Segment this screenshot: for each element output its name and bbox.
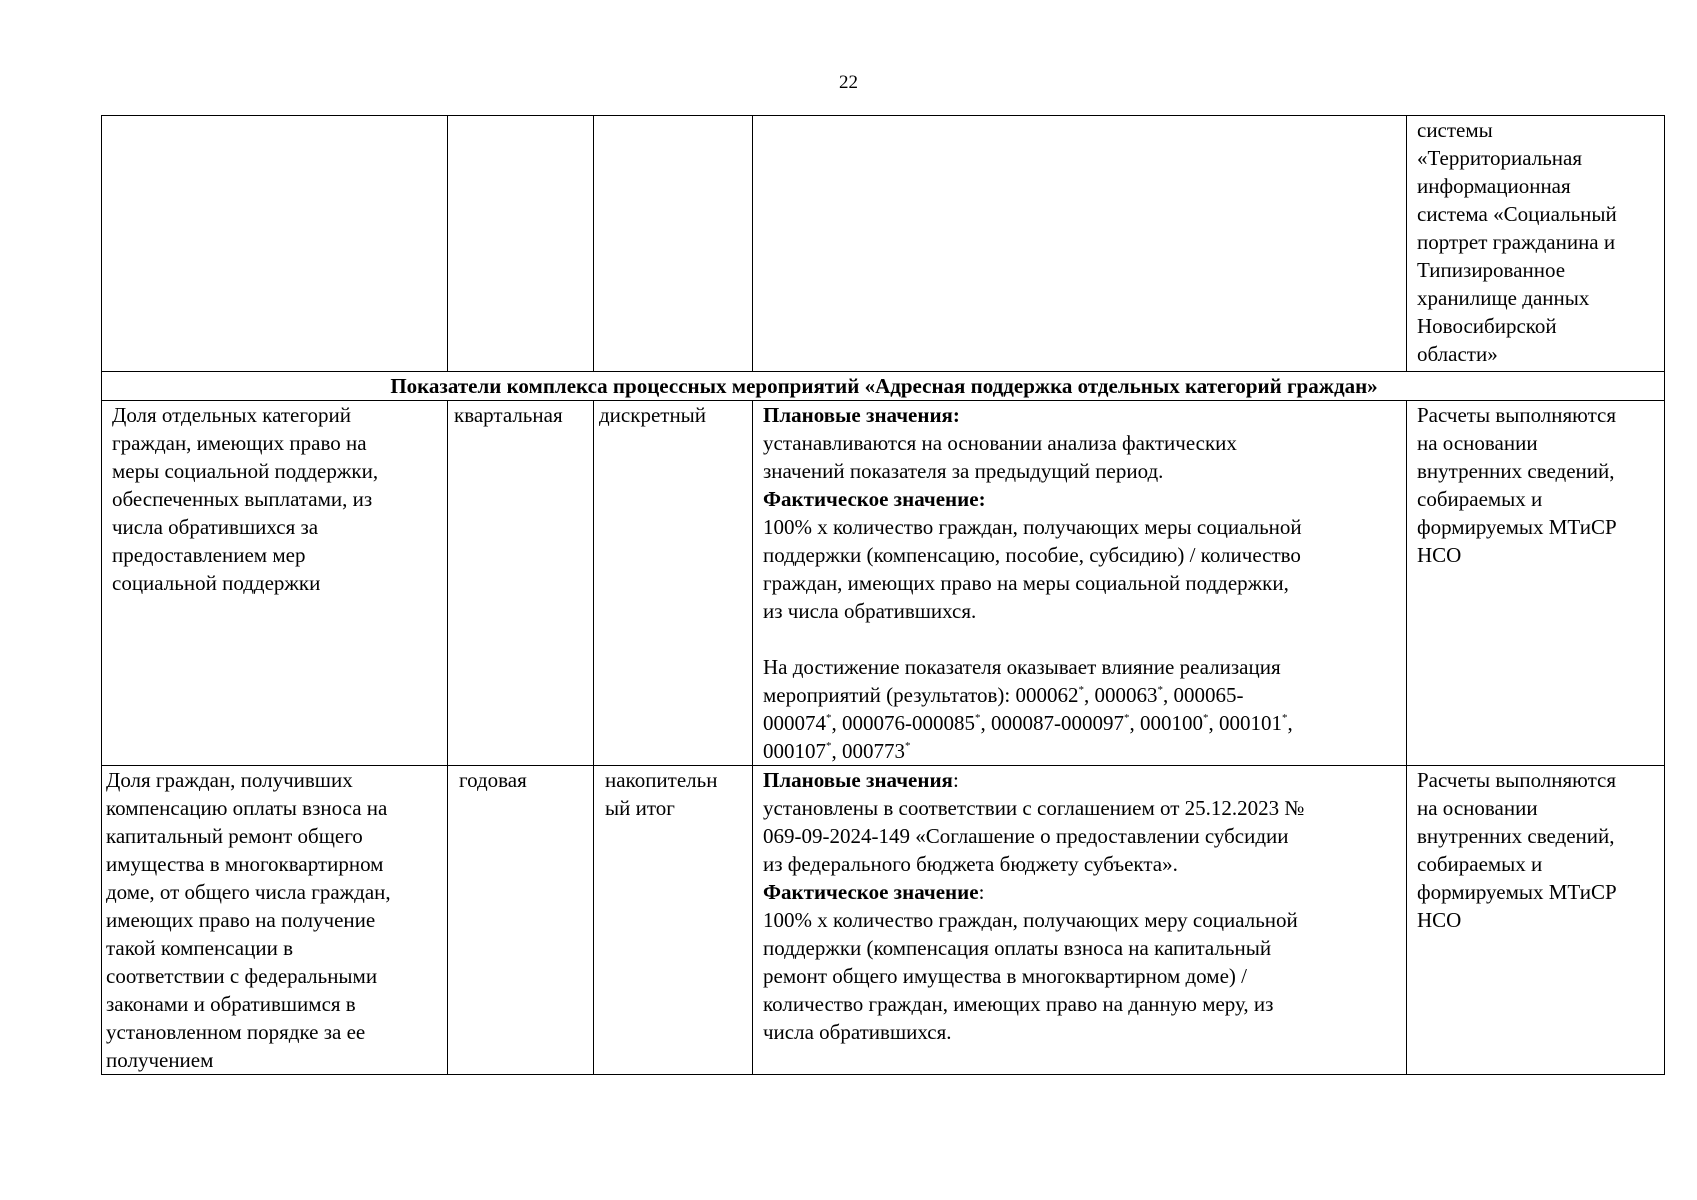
influence-line bbox=[763, 737, 1398, 765]
separator: , bbox=[1084, 683, 1095, 707]
source-line: НСО bbox=[1417, 908, 1462, 932]
name-line: доме, от общего числа граждан, bbox=[106, 880, 391, 904]
separator: , bbox=[1208, 711, 1219, 735]
fact-line: 100% х количество граждан, получающих меры социальной bbox=[763, 515, 1302, 539]
source-line: собираемых и bbox=[1417, 487, 1543, 511]
source-line: внутренних сведений, bbox=[1417, 459, 1615, 483]
source-line: информационная bbox=[1417, 174, 1571, 198]
source-line: портрет гражданина и bbox=[1417, 230, 1616, 254]
name-line: граждан, имеющих право на bbox=[112, 431, 367, 455]
plan-line: установлены в соответствии с соглашением от 25.12.2023 № bbox=[763, 796, 1305, 820]
name-line: Доля отдельных категорий bbox=[112, 403, 351, 427]
source-line: формируемых МТиСР bbox=[1417, 880, 1617, 904]
type-cell bbox=[594, 401, 753, 766]
fact-colon: : bbox=[978, 880, 985, 904]
source-cell bbox=[1407, 116, 1665, 372]
source-line: Типизированное bbox=[1417, 258, 1566, 282]
separator: , bbox=[831, 739, 842, 763]
source-line: хранилище данных bbox=[1417, 286, 1590, 310]
fact-line: поддержки (компенсацию, пособие, субсидию) / количество bbox=[763, 543, 1301, 567]
periodicity-value: годовая bbox=[459, 768, 527, 792]
name-line: капитальный ремонт общего bbox=[106, 824, 363, 848]
separator: , 000065- bbox=[1163, 683, 1244, 707]
source-line: собираемых и bbox=[1417, 852, 1543, 876]
method-cell bbox=[753, 401, 1407, 766]
name-line: имущества в многоквартирном bbox=[106, 852, 384, 876]
footnote-mark: * bbox=[1203, 712, 1209, 724]
table-row bbox=[102, 401, 1665, 766]
footnote-mark: * bbox=[1078, 684, 1085, 696]
result-code: 000076-000085 bbox=[842, 711, 975, 735]
name-line: меры социальной поддержки, bbox=[112, 459, 379, 483]
table-row bbox=[102, 766, 1665, 1075]
influence-prefix: мероприятий (результатов): bbox=[763, 683, 1016, 707]
fact-line: ремонт общего имущества в многоквартирном доме) / bbox=[763, 964, 1247, 988]
separator: , bbox=[831, 711, 842, 735]
type-cell bbox=[594, 766, 753, 1075]
source-line: НСО bbox=[1417, 543, 1462, 567]
fact-label: Фактическое значение bbox=[763, 880, 979, 904]
source-line: Расчеты выполняются bbox=[1417, 403, 1617, 427]
name-cell bbox=[102, 766, 448, 1075]
influence-line bbox=[763, 709, 1398, 737]
footnote-mark: * bbox=[826, 740, 832, 752]
result-code: 000087-000097 bbox=[991, 711, 1124, 735]
periodicity-cell bbox=[448, 766, 594, 1075]
name-line: соответствии с федеральными bbox=[106, 964, 378, 988]
source-line: Новосибирской bbox=[1417, 314, 1557, 338]
result-code: 000074 bbox=[763, 711, 826, 735]
separator: , bbox=[980, 711, 991, 735]
indicators-table bbox=[101, 115, 1665, 1075]
result-code: 000062 bbox=[1015, 683, 1079, 707]
plan-line: устанавливаются на основании анализа фактических bbox=[763, 431, 1237, 455]
periodicity-value: квартальная bbox=[454, 403, 563, 427]
result-code: 000101 bbox=[1219, 711, 1282, 735]
plan-line: 069-09-2024-149 «Соглашение о предоставлении субсидии bbox=[763, 824, 1289, 848]
source-cell bbox=[1407, 766, 1665, 1075]
name-line: установленном порядке за ее bbox=[106, 1020, 366, 1044]
type-line: ый итог bbox=[605, 796, 675, 820]
fact-line: из числа обратившихся. bbox=[763, 599, 977, 623]
separator: , bbox=[1287, 711, 1293, 735]
fact-line: количество граждан, имеющих право на данную меру, из bbox=[763, 992, 1274, 1016]
method-cell bbox=[753, 766, 1407, 1075]
footnote-mark: * bbox=[1282, 712, 1288, 724]
fact-label-line bbox=[763, 878, 1398, 906]
type-cell bbox=[594, 116, 753, 372]
fact-line: числа обратившихся. bbox=[763, 1020, 952, 1044]
periodicity-cell bbox=[448, 116, 594, 372]
continuation-row bbox=[102, 116, 1665, 372]
fact-label: Фактическое значение: bbox=[763, 487, 986, 511]
plan-label-line bbox=[763, 766, 1398, 794]
result-code: 000107 bbox=[763, 739, 826, 763]
periodicity-cell bbox=[448, 401, 594, 766]
name-line: социальной поддержки bbox=[112, 571, 321, 595]
footnote-mark: * bbox=[826, 712, 832, 724]
result-code: 000100 bbox=[1140, 711, 1203, 735]
name-line: Доля граждан, получивших bbox=[106, 768, 353, 792]
plan-label: Плановые значения bbox=[763, 768, 953, 792]
result-code: 000773 bbox=[842, 739, 905, 763]
source-cell bbox=[1407, 401, 1665, 766]
source-line: «Территориальная bbox=[1417, 146, 1583, 170]
source-line: система «Социальный bbox=[1417, 202, 1617, 226]
section-header: Показатели комплекса процессных мероприятий «Адресная поддержка отдельных категорий граждан» bbox=[102, 372, 1665, 401]
name-line: предоставлением мер bbox=[112, 543, 306, 567]
name-line: имеющих право на получение bbox=[106, 908, 376, 932]
name-line: получением bbox=[106, 1048, 214, 1072]
type-line: накопительн bbox=[605, 768, 718, 792]
separator: , bbox=[1129, 711, 1140, 735]
source-line: внутренних сведений, bbox=[1417, 824, 1615, 848]
fact-line: 100% х количество граждан, получающих меру социальной bbox=[763, 908, 1298, 932]
name-cell bbox=[102, 401, 448, 766]
influence-line bbox=[763, 681, 1398, 709]
source-line: области» bbox=[1417, 342, 1498, 366]
result-code: 000063 bbox=[1094, 683, 1158, 707]
method-cell bbox=[753, 116, 1407, 372]
footnote-mark: * bbox=[975, 712, 981, 724]
page-number: 22 bbox=[839, 72, 858, 93]
plan-line: из федерального бюджета бюджету субъекта». bbox=[763, 852, 1178, 876]
fact-line: поддержки (компенсация оплаты взноса на капитальный bbox=[763, 936, 1272, 960]
type-value: дискретный bbox=[599, 403, 707, 427]
footnote-mark: * bbox=[1124, 712, 1130, 724]
source-line: на основании bbox=[1417, 431, 1538, 455]
footnote-mark: * bbox=[905, 740, 911, 752]
section-header-row bbox=[102, 372, 1665, 401]
footnote-mark: * bbox=[1157, 684, 1164, 696]
source-line: системы bbox=[1417, 118, 1493, 142]
influence-line: На достижение показателя оказывает влияние реализация bbox=[763, 655, 1281, 679]
source-line: формируемых МТиСР bbox=[1417, 515, 1617, 539]
name-line: такой компенсации в bbox=[106, 936, 293, 960]
plan-label: Плановые значения: bbox=[763, 403, 960, 427]
fact-line: граждан, имеющих право на меры социальной поддержки, bbox=[763, 571, 1289, 595]
name-cell bbox=[102, 116, 448, 372]
name-line: компенсацию оплаты взноса на bbox=[106, 796, 388, 820]
source-line: на основании bbox=[1417, 796, 1538, 820]
source-line: Расчеты выполняются bbox=[1417, 768, 1617, 792]
plan-colon: : bbox=[952, 768, 959, 792]
name-line: обеспеченных выплатами, из bbox=[112, 487, 373, 511]
plan-line: значений показателя за предыдущий период. bbox=[763, 459, 1164, 483]
name-line: числа обратившихся за bbox=[112, 515, 319, 539]
name-line: законами и обратившимся в bbox=[106, 992, 356, 1016]
